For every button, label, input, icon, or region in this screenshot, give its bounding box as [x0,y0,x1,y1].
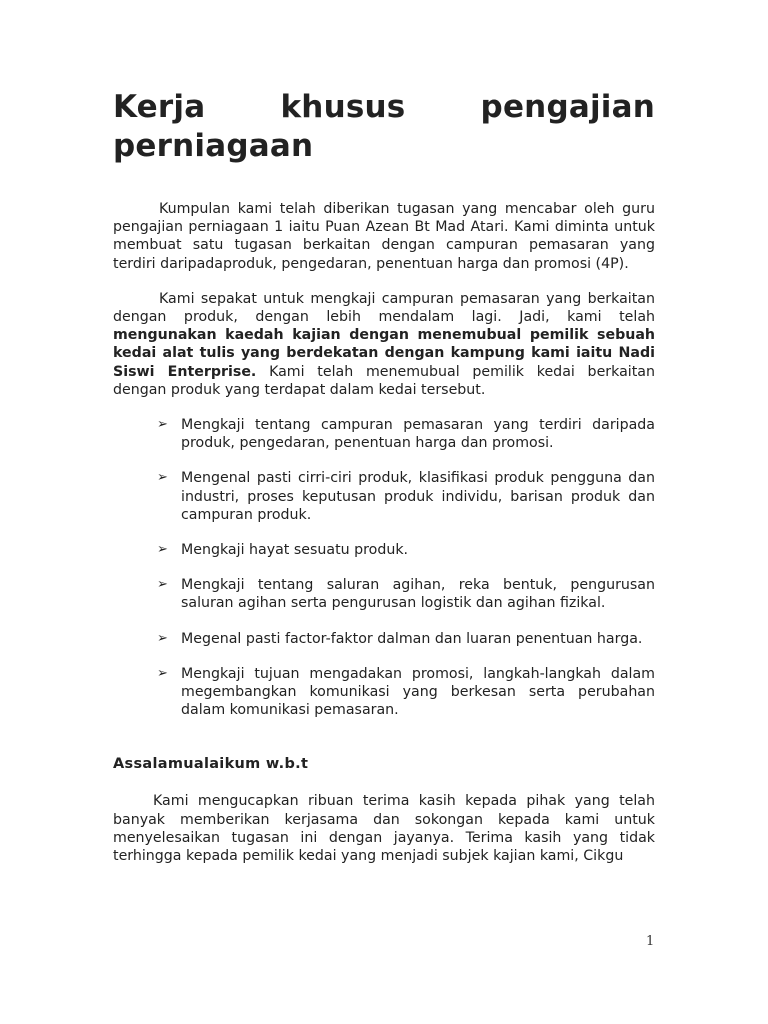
arrow-bullet-icon: ➢ [157,470,168,486]
list-item-text: Mengenal pasti cirri-ciri produk, klasifikasi produk pengguna dan industri, proses keputusan produk individu, barisan produk dan campuran produk. [181,470,655,523]
list-item [157,630,655,648]
arrow-bullet-icon: ➢ [157,417,168,433]
arrow-bullet-icon: ➢ [157,665,168,681]
arrow-bullet-icon: ➢ [157,542,168,558]
list-item [157,541,655,559]
intro-paragraph: Kumpulan kami telah diberikan tugasan yang mencabar oleh guru pengajian perniagaan 1 iaitu Puan Azean Bt Mad Atari. Kami diminta untuk membuat satu tugasan berkaitan dengan campuran pemasaran yang terdiri daripadaproduk, pengedaran, penentuan harga dan promosi (4P). [113,201,655,272]
page-number: 1 [646,934,655,949]
list-item-text: Mengkaji hayat sesuatu produk. [181,542,409,559]
arrow-bullet-icon: ➢ [157,630,168,646]
greeting-heading: Assalamualaikum w.b.t [113,756,309,773]
list-item [157,665,655,720]
method-text-start: Kami sepakat untuk mengkaji campuran pemasaran yang berkaitan dengan produk, dengan lebih mendalam lagi. Jadi, kami telah [113,290,655,326]
method-text-end: Kami telah menemubual pemilik kedai berkaitan dengan produk yang terdapat dalam kedai tersebut. [113,363,655,398]
arrow-bullet-icon: ➢ [157,577,168,593]
list-item [157,576,655,612]
list-item-text: Mengkaji tentang saluran agihan, reka bentuk, pengurusan saluran agihan serta pengurusan logistik dan agihan fizikal. [181,577,655,612]
list-item-text: Megenal pasti factor-faktor dalman dan luaran penentuan harga. [181,630,643,647]
document-title: Kerja khusus pengajian perniagaan [113,89,655,164]
method-text-bold: mengunakan kaedah kajian dengan menemubual pemilik sebuah kedai alat tulis yang berdekatan dengan kampung kami iaitu Nadi Siswi Enterprise. [113,327,655,380]
list-item [157,469,655,524]
list-item [157,416,655,452]
document-page [113,88,655,865]
list-item-text: Mengkaji tentang campuran pemasaran yang terdiri daripada produk, pengedaran, penentuan harga dan promosi. [181,417,655,452]
objectives-list [113,416,655,719]
method-paragraph [113,290,655,399]
list-item-text: Mengkaji tujuan mengadakan promosi, langkah-langkah dalam megembangkan komunikasi yang berkesan serta perubahan dalam komunikasi pemasaran. [181,665,655,719]
acknowledgement-paragraph: Kami mengucapkan ribuan terima kasih kepada pihak yang telah banyak memberikan kerjasama dan sokongan kepada kami untuk menyelesaikan tugasan ini dengan jayanya. Terima kasih yang tidak terhingga kepada pemilik kedai yang menjadi subjek kajian kami, Cikgu [113,793,655,865]
